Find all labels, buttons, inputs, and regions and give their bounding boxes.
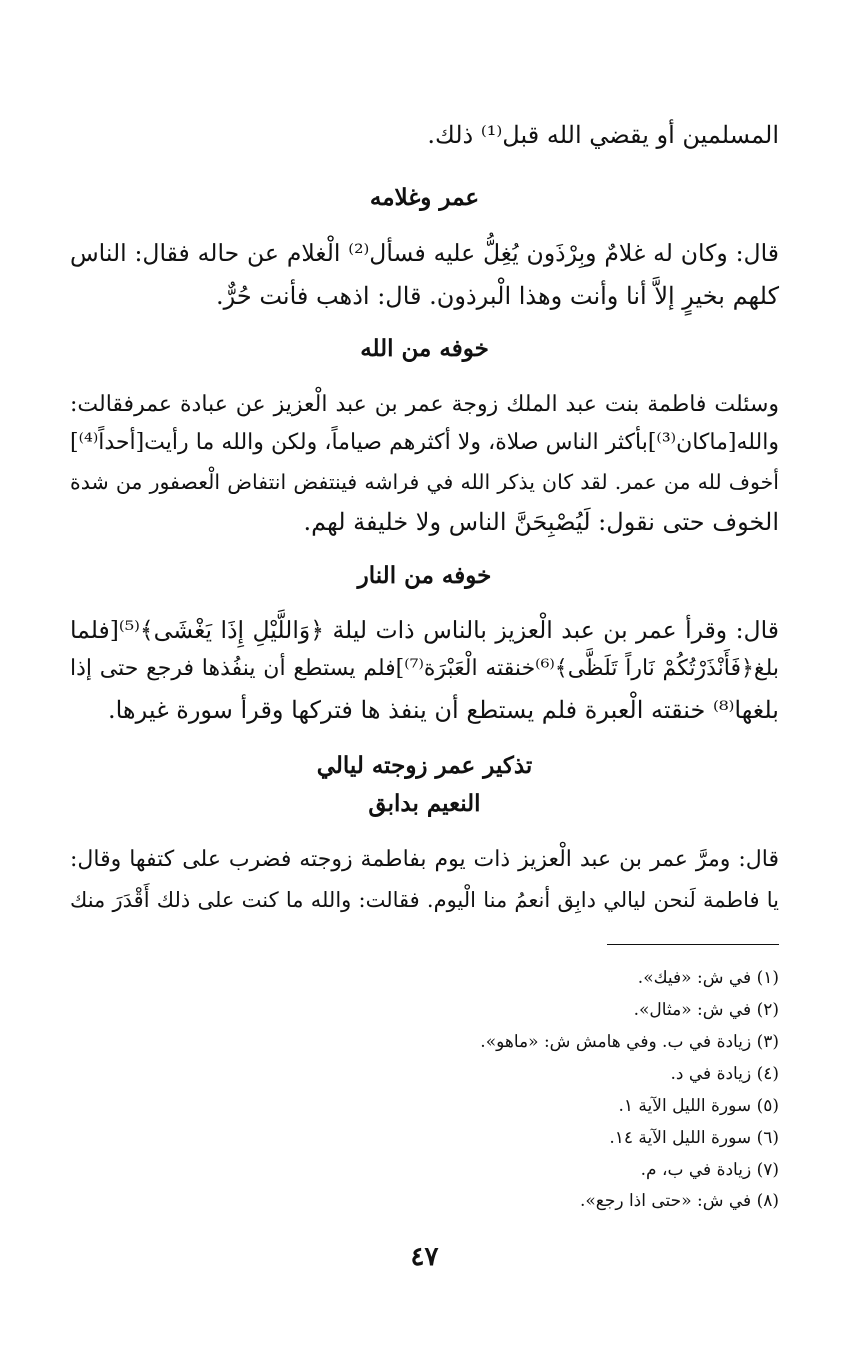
footnote: (٤) زيادة في د.: [670, 1064, 779, 1084]
heading-fear-of-fire: خوفه من النار: [357, 562, 492, 589]
footnote: (١) في ش: «فيك».: [637, 968, 779, 988]
footnote: (٨) في ش: «حتى اذا رجع».: [579, 1191, 779, 1211]
paragraph-line: الخوف حتى نقول: لَيُصْبِحَنَّ الناس ولا خليفة لهم.: [303, 508, 779, 536]
heading-fear-of-god: خوفه من الله: [360, 335, 489, 362]
intro-line: المسلمين أو يقضي الله قبل⁽¹⁾ ذلك.: [427, 121, 779, 149]
footnote: (٣) زيادة في ب. وفي هامش ش: «ماهو».: [480, 1032, 779, 1052]
paragraph-line: أخوف لله من عمر. لقد كان يذكر الله في فراشه فينتفض انتفاض الْعصفور من شدة: [70, 470, 779, 494]
footnote: (٥) سورة الليل الآية ١.: [618, 1096, 779, 1116]
paragraph-line: يا فاطمة لَنحن ليالي دابِق أنعمُ منا الْيوم. فقالت: والله ما كنت على ذلك أَقْدَرَ منك: [70, 888, 779, 912]
paragraph-line: قال: وقرأ عمر بن عبد الْعزيز بالناس ذات ليلة ﴿وَاللَّيْلِ إِذَا يَغْشَى﴾⁽⁵⁾[فلما: [70, 616, 779, 644]
paragraph-line: كلهم بخيرٍ إلاَّ أنا وأنت وهذا الْبرذون. قال: اذهب فأنت حُرٌّ.: [215, 282, 779, 310]
paragraph-line: قال: وكان له غلامٌ وبِرْذَون يُغِلُّ عليه فسأل⁽²⁾ الْغلام عن حاله فقال: الناس: [70, 239, 780, 267]
page-number: ٤٧: [410, 1242, 439, 1272]
heading-reminder-line2: النعيم بدابق: [368, 790, 481, 817]
paragraph-line: وسئلت فاطمة بنت عبد الملك زوجة عمر بن عبد الْعزيز عن عبادة عمرفقالت:: [70, 392, 779, 417]
footnote-separator: [607, 944, 779, 945]
heading-reminder-line1: تذكير عمر زوجته ليالي: [316, 752, 533, 779]
paragraph-line: بلغها⁽⁸⁾ خنقته الْعبرة فلم يستطع أن ينفذ ها فتركها وقرأ سورة غيرها.: [107, 696, 779, 724]
footnote: (٢) في ش: «مثال».: [633, 1000, 779, 1020]
paragraph-line: بلغ﴿فَأَنْذَرْتُكُمْ نَاراً تَلَظَّى﴾⁽⁶⁾خنقته الْعَبْرَة⁽⁷⁾]فلم يستطع أن ينفُذها فرجع حتى إذا: [70, 656, 779, 681]
paragraph-line: قال: ومرَّ عمر بن عبد الْعزيز ذات يوم بفاطمة زوجته فضرب على كتفها وقال:: [70, 847, 779, 872]
footnote: (٦) سورة الليل الآية ١٤.: [609, 1128, 779, 1148]
heading-omar-and-his-servant: عمر وغلامه: [369, 184, 480, 211]
paragraph-line: والله[ماكان⁽³⁾]بأكثر الناس صلاة، ولا أكثرهم صياماً، ولكن والله ما رأيت[أحداً⁽⁴⁾]: [70, 430, 779, 455]
book-page: [70, 0, 779, 1347]
footnote: (٧) زيادة في ب، م.: [640, 1160, 779, 1180]
